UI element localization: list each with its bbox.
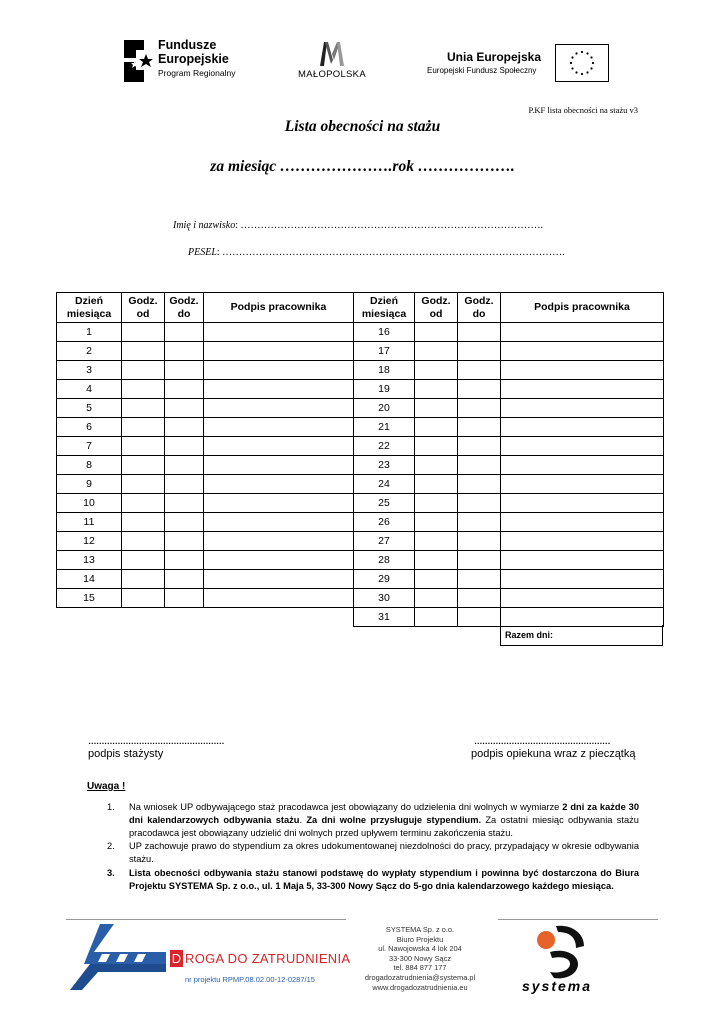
table-row xyxy=(57,589,354,608)
signature-cell[interactable] xyxy=(501,551,664,570)
hour-from-cell[interactable] xyxy=(122,342,165,361)
address-line: tel. 884 877 177 xyxy=(393,963,447,973)
name-field[interactable] xyxy=(173,220,543,231)
hour-from-cell[interactable] xyxy=(415,399,458,418)
day-number: 19 xyxy=(354,380,415,399)
note-number: 3. xyxy=(107,867,115,878)
signature-cell[interactable] xyxy=(501,475,664,494)
day-number: 4 xyxy=(57,380,122,399)
document-reference: P.KF lista obecności na stażu v3 xyxy=(528,105,638,115)
address-email[interactable]: drogadozatrudnienia@systema.pl xyxy=(364,972,476,982)
hour-from-cell[interactable] xyxy=(122,399,165,418)
table-header-row xyxy=(354,293,664,323)
malopolska-logo xyxy=(290,40,374,84)
signature-cell[interactable] xyxy=(501,380,664,399)
signature-cell[interactable] xyxy=(501,570,664,589)
malopolska-m-icon xyxy=(318,40,346,66)
hour-to-cell[interactable] xyxy=(458,342,501,361)
table-row xyxy=(354,475,664,494)
attendance-table-left xyxy=(56,292,354,608)
hour-to-cell[interactable] xyxy=(165,570,204,589)
hour-to-cell[interactable] xyxy=(165,437,204,456)
day-number: 7 xyxy=(57,437,122,456)
table-row xyxy=(354,589,664,608)
signature-cell[interactable] xyxy=(204,494,354,513)
address-website[interactable]: www.drogadozatrudnienia.eu xyxy=(372,982,468,992)
hour-from-cell[interactable] xyxy=(415,456,458,475)
day-number: 1 xyxy=(57,323,122,342)
note-text: Za ostatni miesiąc odbywania stażu pracodawca jest obowiązany udzielić dni wolnych przed upływem terminu zakończenia stażu. xyxy=(129,814,639,838)
trainee-signature-label: podpis stażysty xyxy=(88,748,164,760)
signature-cell[interactable] xyxy=(204,323,354,342)
day-number: 3 xyxy=(57,361,122,380)
hour-to-cell[interactable] xyxy=(165,380,204,399)
signature-cell[interactable] xyxy=(501,494,664,513)
droga-do-zatrudnienia-logo xyxy=(170,948,351,972)
table-row xyxy=(57,456,354,475)
hour-from-cell[interactable] xyxy=(415,608,458,627)
hour-to-cell[interactable] xyxy=(458,570,501,589)
table-row xyxy=(354,418,664,437)
hour-from-cell[interactable] xyxy=(122,570,165,589)
hour-to-cell[interactable] xyxy=(458,380,501,399)
note-item xyxy=(107,801,639,839)
hour-from-cell[interactable] xyxy=(415,570,458,589)
day-number: 10 xyxy=(57,494,122,513)
hour-to-cell[interactable] xyxy=(165,589,204,608)
table-row xyxy=(354,551,664,570)
hour-from-cell[interactable] xyxy=(122,475,165,494)
day-number: 18 xyxy=(354,361,415,380)
note-text-bold: 2 dni za każde 30 dni kalendarzowych odbywania stażu xyxy=(129,802,639,825)
header-day: Dzień miesiąca xyxy=(57,293,122,323)
table-row xyxy=(354,380,664,399)
header-to: Godz. do xyxy=(165,293,204,323)
hour-to-cell[interactable] xyxy=(458,418,501,437)
dz-letter: D xyxy=(171,951,182,966)
hour-to-cell[interactable] xyxy=(458,323,501,342)
systema-logo-icon xyxy=(528,922,588,980)
hour-to-cell[interactable] xyxy=(458,399,501,418)
day-number: 23 xyxy=(354,456,415,475)
eu-flag-icon xyxy=(555,44,609,82)
hour-to-cell[interactable] xyxy=(165,456,204,475)
day-number: 6 xyxy=(57,418,122,437)
signature-cell[interactable] xyxy=(501,323,664,342)
hour-from-cell[interactable] xyxy=(122,532,165,551)
table-row xyxy=(57,570,354,589)
hour-from-cell[interactable] xyxy=(122,361,165,380)
table-row xyxy=(57,342,354,361)
table-row xyxy=(354,513,664,532)
hour-from-cell[interactable] xyxy=(122,380,165,399)
pesel-field[interactable] xyxy=(188,247,565,258)
day-number: 28 xyxy=(354,551,415,570)
note-text: UP zachowuje prawo do stypendium za okres udokumentowanej niezdolności do pracy, przypadający w okresie odbywania stażu. xyxy=(129,841,639,865)
day-number: 25 xyxy=(354,494,415,513)
signature-cell[interactable] xyxy=(204,475,354,494)
day-number: 9 xyxy=(57,475,122,494)
hour-to-cell[interactable] xyxy=(165,494,204,513)
signature-cell[interactable] xyxy=(204,532,354,551)
name-label: Imię i nazwisko xyxy=(173,220,236,231)
hour-to-cell[interactable] xyxy=(458,437,501,456)
pesel-label: PESEL xyxy=(188,247,217,258)
table-row xyxy=(57,475,354,494)
eu-line1: Unia Europejska xyxy=(447,50,542,64)
signature-cell[interactable] xyxy=(501,361,664,380)
notes-list xyxy=(107,801,639,893)
hour-from-cell[interactable] xyxy=(415,494,458,513)
day-number: 21 xyxy=(354,418,415,437)
hour-from-cell[interactable] xyxy=(122,589,165,608)
hour-from-cell[interactable] xyxy=(415,323,458,342)
table-row xyxy=(354,608,664,627)
notes-heading: Uwaga ! xyxy=(87,781,126,792)
fe-star-icon xyxy=(122,36,154,84)
day-number: 27 xyxy=(354,532,415,551)
table-row xyxy=(354,456,664,475)
hour-from-cell[interactable] xyxy=(415,475,458,494)
malopolska-text: MAŁOPOLSKA xyxy=(298,69,366,80)
hour-to-cell[interactable] xyxy=(165,342,204,361)
day-number: 29 xyxy=(354,570,415,589)
signature-cell[interactable] xyxy=(501,513,664,532)
header-day: Dzień miesiąca xyxy=(354,293,415,323)
day-number: 26 xyxy=(354,513,415,532)
signature-cell[interactable] xyxy=(501,608,664,627)
day-number: 22 xyxy=(354,437,415,456)
hour-to-cell[interactable] xyxy=(458,589,501,608)
address-line: Biuro Projektu xyxy=(396,934,444,944)
address-line: ul. Nawojowska 4 lok 204 xyxy=(378,944,462,954)
table-row xyxy=(57,551,354,570)
day-number: 2 xyxy=(57,342,122,361)
hour-to-cell[interactable] xyxy=(165,551,204,570)
footer-divider xyxy=(498,919,658,920)
table-header-row xyxy=(57,293,354,323)
table-row xyxy=(57,361,354,380)
hour-from-cell[interactable] xyxy=(122,418,165,437)
road-logo-icon xyxy=(70,924,166,990)
day-number: 30 xyxy=(354,589,415,608)
header-from: Godz. od xyxy=(122,293,165,323)
supervisor-signature-label: podpis opiekuna wraz z pieczątką xyxy=(471,748,636,760)
day-number: 15 xyxy=(57,589,122,608)
table-row xyxy=(354,361,664,380)
header-from: Godz. od xyxy=(415,293,458,323)
fundusze-europejskie-logo xyxy=(122,34,252,86)
fe-line3: Program Regionalny xyxy=(158,68,236,78)
note-number: 2. xyxy=(107,841,115,852)
note-item xyxy=(107,867,639,893)
hour-to-cell[interactable] xyxy=(458,456,501,475)
hour-from-cell[interactable] xyxy=(122,456,165,475)
hour-to-cell[interactable] xyxy=(458,551,501,570)
trainee-signature-line[interactable]: …………………………………………… xyxy=(88,736,224,746)
hour-from-cell[interactable] xyxy=(415,361,458,380)
hour-from-cell[interactable] xyxy=(415,551,458,570)
table-row xyxy=(354,437,664,456)
day-number: 31 xyxy=(354,608,415,627)
hour-to-cell[interactable] xyxy=(458,532,501,551)
table-row xyxy=(57,437,354,456)
hour-to-cell[interactable] xyxy=(458,475,501,494)
signature-cell[interactable] xyxy=(501,532,664,551)
dz-text: ROGA DO ZATRUDNIENIA xyxy=(185,951,351,966)
hour-to-cell[interactable] xyxy=(458,513,501,532)
table-row xyxy=(57,494,354,513)
address-block xyxy=(350,925,490,992)
signature-cell[interactable] xyxy=(501,418,664,437)
hour-to-cell[interactable] xyxy=(458,494,501,513)
signature-cell[interactable] xyxy=(501,589,664,608)
header-signature: Podpis pracownika xyxy=(501,293,664,323)
eu-logo xyxy=(425,44,615,84)
table-row xyxy=(57,380,354,399)
hour-from-cell[interactable] xyxy=(415,342,458,361)
header-signature: Podpis pracownika xyxy=(204,293,354,323)
hour-to-cell[interactable] xyxy=(458,361,501,380)
hour-to-cell[interactable] xyxy=(165,323,204,342)
eu-line2: Europejski Fundusz Społeczny xyxy=(427,66,537,75)
hour-to-cell[interactable] xyxy=(165,361,204,380)
table-row xyxy=(57,513,354,532)
day-number: 5 xyxy=(57,399,122,418)
table-row xyxy=(354,570,664,589)
hour-from-cell[interactable] xyxy=(122,437,165,456)
hour-from-cell[interactable] xyxy=(122,323,165,342)
hour-from-cell[interactable] xyxy=(415,532,458,551)
signature-cell[interactable] xyxy=(501,437,664,456)
signature-cell[interactable] xyxy=(501,399,664,418)
table-row xyxy=(57,323,354,342)
note-text: . xyxy=(299,814,307,825)
header-to: Godz. do xyxy=(458,293,501,323)
address-line: SYSTEMA Sp. z o.o. xyxy=(385,925,455,934)
hour-from-cell[interactable] xyxy=(415,437,458,456)
fe-line1: Fundusze xyxy=(158,38,217,52)
day-number: 17 xyxy=(354,342,415,361)
signature-cell[interactable] xyxy=(204,361,354,380)
day-number: 13 xyxy=(57,551,122,570)
hour-from-cell[interactable] xyxy=(122,513,165,532)
signature-cell[interactable] xyxy=(501,342,664,361)
note-number: 1. xyxy=(107,802,115,812)
signature-cell[interactable] xyxy=(501,456,664,475)
signature-cell[interactable] xyxy=(204,380,354,399)
table-row xyxy=(57,399,354,418)
signature-cell[interactable] xyxy=(204,342,354,361)
signature-cell[interactable] xyxy=(204,589,354,608)
table-row xyxy=(354,494,664,513)
day-number: 14 xyxy=(57,570,122,589)
table-row xyxy=(354,399,664,418)
note-text-bold: Za dni wolne przysługuje stypendium. xyxy=(306,814,482,825)
total-days-cell[interactable]: Razem dni: xyxy=(500,625,663,646)
hour-to-cell[interactable] xyxy=(458,608,501,627)
signature-cell[interactable] xyxy=(204,418,354,437)
hour-to-cell[interactable] xyxy=(165,532,204,551)
systema-wordmark: systema xyxy=(521,978,593,994)
name-value: : ………………………………………………………………………………. xyxy=(235,220,543,231)
hour-from-cell[interactable] xyxy=(122,494,165,513)
signature-cell[interactable] xyxy=(204,513,354,532)
day-number: 11 xyxy=(57,513,122,532)
signature-cell[interactable] xyxy=(204,551,354,570)
hour-from-cell[interactable] xyxy=(415,589,458,608)
note-item xyxy=(107,840,639,866)
day-number: 20 xyxy=(354,399,415,418)
hour-from-cell[interactable] xyxy=(415,418,458,437)
hour-from-cell[interactable] xyxy=(415,380,458,399)
signature-cell[interactable] xyxy=(204,399,354,418)
signature-cell[interactable] xyxy=(204,437,354,456)
table-row xyxy=(57,418,354,437)
table-row xyxy=(354,323,664,342)
project-number: nr projektu RPMP.08.02.00-12-0287/15 xyxy=(185,975,315,984)
day-number: 24 xyxy=(354,475,415,494)
month-year-line: za miesiąc ………………….rok ………………. xyxy=(210,158,515,175)
hour-to-cell[interactable] xyxy=(165,399,204,418)
hour-to-cell[interactable] xyxy=(165,475,204,494)
supervisor-signature-line[interactable]: …………………………………………… xyxy=(474,736,610,746)
table-row xyxy=(57,532,354,551)
pesel-value: : …………………………………………………………………………………………. xyxy=(216,247,565,258)
day-number: 8 xyxy=(57,456,122,475)
hour-to-cell[interactable] xyxy=(165,513,204,532)
attendance-table-right xyxy=(353,292,664,627)
signature-cell[interactable] xyxy=(204,456,354,475)
day-number: 12 xyxy=(57,532,122,551)
hour-from-cell[interactable] xyxy=(122,551,165,570)
address-line: 33-300 Nowy Sącz xyxy=(388,953,452,963)
table-row xyxy=(354,532,664,551)
note-text: Lista obecności odbywania stażu stanowi podstawę do wypłaty stypendium i powinna być dostarczona do Biura Projektu SYSTEMA Sp. z o.o., ul. 1 Maja 5, 33-300 Nowy Sącz do 5-go dnia kalendarzowego każdego miesiąca. xyxy=(129,867,639,891)
note-text: Na wniosek UP odbywającego staż pracodawca jest obowiązany do udzielenia dni wolnych w wymiarze xyxy=(129,802,563,812)
day-number: 16 xyxy=(354,323,415,342)
fe-line2: Europejskie xyxy=(158,52,229,66)
footer-divider xyxy=(66,919,346,920)
hour-to-cell[interactable] xyxy=(165,418,204,437)
hour-from-cell[interactable] xyxy=(415,513,458,532)
signature-cell[interactable] xyxy=(204,570,354,589)
table-row xyxy=(354,342,664,361)
page-title: Lista obecności na stażu xyxy=(284,118,441,135)
